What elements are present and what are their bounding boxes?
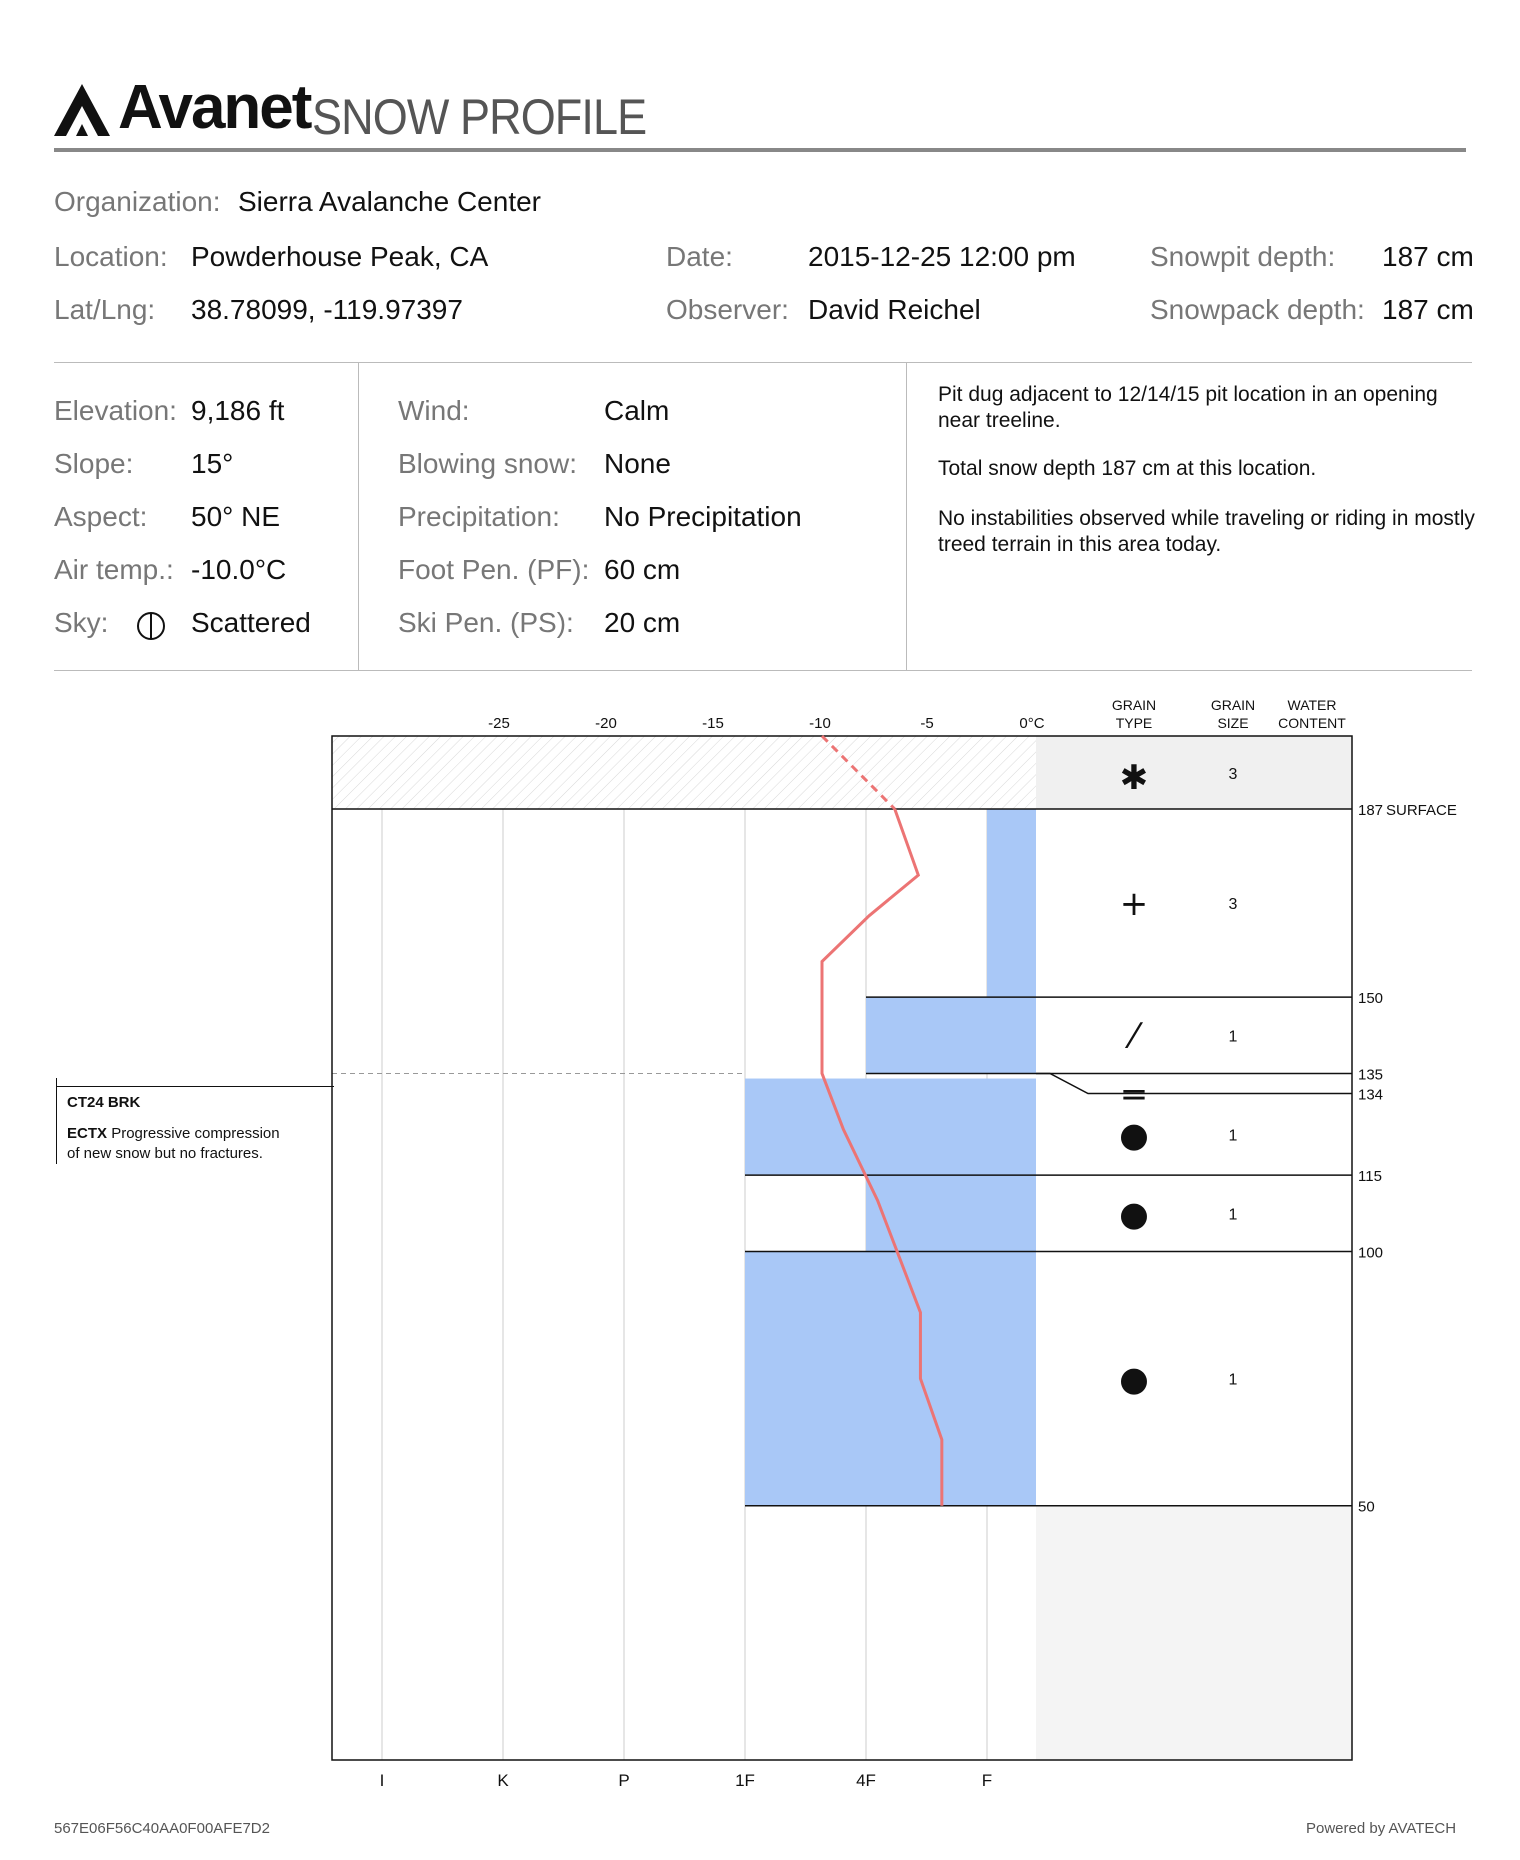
layer-boundary-line <box>1036 1073 1352 1093</box>
height-tick-label: 134 <box>1358 1086 1384 1104</box>
slash-icon: ⁄ <box>1131 1016 1137 1057</box>
ectx-text-2: of new snow but no fractures. <box>67 1145 263 1162</box>
slope-label: Slope: <box>54 448 134 479</box>
temperature-zero-label: 0°C <box>1019 715 1045 732</box>
latlng-label: Lat/Lng: <box>54 294 156 325</box>
powered-by: Powered by AVATECH <box>1306 1820 1457 1837</box>
notes-paragraph-1: Pit dug adjacent to 12/14/15 pit location in an opening near treeline. <box>938 383 1438 432</box>
airtemp-label: Air temp.: <box>54 554 174 585</box>
hardness-bar <box>866 997 1036 1073</box>
notes-paragraph-2: Total snow depth 187 cm at this location. <box>938 457 1317 480</box>
grain-size-label: 1 <box>1228 1206 1238 1224</box>
elevation-value: 9,186 ft <box>191 395 285 426</box>
aspect-value: 50° NE <box>191 501 281 532</box>
foot-penetration-label: Foot Pen. (PF): <box>398 554 590 585</box>
snowpack-depth-value: 187 cm <box>1382 294 1474 325</box>
snowpack-depth-label: Snowpack depth: <box>1150 294 1365 325</box>
height-tick-label: 100 <box>1358 1244 1384 1262</box>
ectx-text-1: Progressive compression <box>111 1125 280 1142</box>
dot-icon: ● <box>1119 1359 1149 1400</box>
slope-value: 15° <box>191 448 234 479</box>
grain-type-header: TYPE <box>1115 715 1153 731</box>
hardness-tick-label: 1F <box>735 1771 755 1790</box>
grain-size-label: 3 <box>1228 896 1238 914</box>
blowing-snow-label: Blowing snow: <box>398 448 577 479</box>
blowing-snow-value: None <box>604 448 671 479</box>
temperature-tick-label: -25 <box>488 715 510 732</box>
precipitation-value: No Precipitation <box>604 501 802 532</box>
grain-size-label: 1 <box>1228 1127 1238 1145</box>
organization-label: Organization: <box>54 186 221 217</box>
elevation-label: Elevation: <box>54 395 177 426</box>
dot-icon: ● <box>1119 1115 1149 1156</box>
test-result-code: CT24 BRK <box>67 1094 141 1111</box>
air-hatch-region <box>332 736 1036 809</box>
latlng-value: 38.78099, -119.97397 <box>191 294 463 325</box>
wind-label: Wind: <box>398 395 470 426</box>
height-tick-label: 115 <box>1358 1168 1382 1186</box>
ectx-code: ECTX <box>67 1125 108 1142</box>
hardness-bar <box>745 1251 1036 1505</box>
ski-penetration-value: 20 cm <box>604 607 681 638</box>
below-pit-shade <box>1036 1506 1352 1760</box>
grain-size-label: 1 <box>1228 1371 1238 1389</box>
airtemp-value: -10.0°C <box>191 554 287 585</box>
surface-label: SURFACE <box>1386 802 1457 819</box>
grain-size-header: SIZE <box>1217 715 1249 731</box>
hardness-tick-label: F <box>981 1771 993 1790</box>
hardness-tick-label: 4F <box>856 1771 876 1790</box>
hardness-bar <box>987 809 1036 997</box>
plus-icon: + <box>1119 884 1149 925</box>
profile-id: 567E06F56C40AA0F00AFE7D2 <box>54 1820 270 1837</box>
grain-size-label: 1 <box>1228 1028 1238 1046</box>
grain-size-header: GRAIN <box>1210 697 1256 713</box>
snowpit-depth-label: Snowpit depth: <box>1150 241 1336 272</box>
temperature-tick-label: -15 <box>702 715 724 732</box>
precipitation-label: Precipitation: <box>398 501 560 532</box>
water-content-header: CONTENT <box>1278 715 1346 731</box>
date-value: 2015-12-25 12:00 pm <box>808 241 1076 272</box>
hardness-bar <box>745 1079 1036 1176</box>
observer-value: David Reichel <box>808 294 981 325</box>
page-title: SNOW PROFILE <box>312 89 647 145</box>
equals-icon: = <box>1119 1074 1149 1115</box>
sky-label: Sky: <box>54 607 109 638</box>
location-value: Powderhouse Peak, CA <box>191 241 489 272</box>
temperature-tick-label: -10 <box>809 715 831 732</box>
grain-type-header: GRAIN <box>1111 697 1157 713</box>
sky-value: Scattered <box>191 607 311 638</box>
asterisk-icon: ✱ <box>1119 758 1149 798</box>
dot-icon: ● <box>1119 1194 1149 1235</box>
foot-penetration-value: 60 cm <box>604 554 681 585</box>
notes-paragraph-3: No instabilities observed while traveling or riding in mostly treed terrain in this area today. <box>938 507 1475 556</box>
temperature-tick-label: -20 <box>595 715 617 732</box>
hardness-tick-label: K <box>497 1771 509 1790</box>
temperature-tick-label: -5 <box>920 715 934 732</box>
hardness-tick-label: I <box>379 1771 385 1790</box>
water-content-header: WATER <box>1287 697 1337 713</box>
height-tick-label: 187 <box>1358 802 1384 819</box>
observer-label: Observer: <box>666 294 789 325</box>
date-label: Date: <box>666 241 733 272</box>
organization-value: Sierra Avalanche Center <box>238 186 541 217</box>
snowpit-depth-value: 187 cm <box>1382 241 1474 272</box>
height-tick-label: 50 <box>1358 1498 1375 1516</box>
height-tick-label: 135 <box>1358 1066 1384 1084</box>
aspect-label: Aspect: <box>54 501 148 532</box>
wind-value: Calm <box>604 395 670 426</box>
ski-penetration-label: Ski Pen. (PS): <box>398 607 574 638</box>
grain-size-label: 3 <box>1228 766 1238 783</box>
brand-name: Avanet <box>118 73 311 142</box>
hardness-tick-label: P <box>618 1771 630 1790</box>
location-label: Location: <box>54 241 168 272</box>
surface-row-shade <box>1036 736 1352 809</box>
height-tick-label: 150 <box>1358 990 1384 1008</box>
